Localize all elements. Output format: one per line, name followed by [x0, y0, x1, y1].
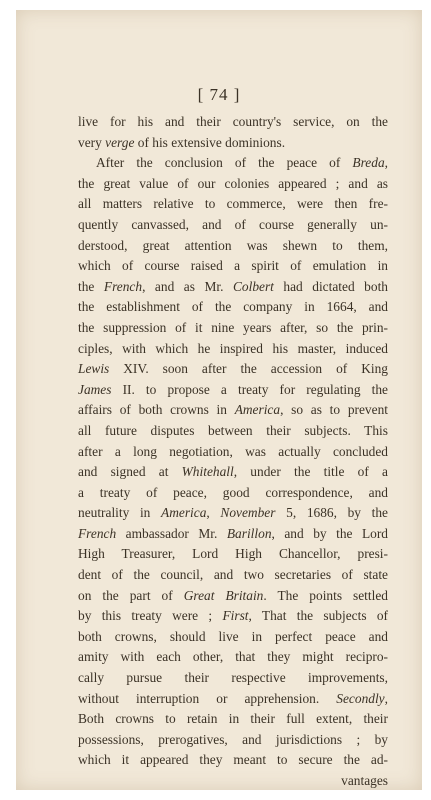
- text-line: [78, 442, 388, 463]
- text-line: [78, 750, 388, 771]
- text-line: [78, 771, 388, 792]
- text-segment: the: [78, 278, 104, 294]
- italic-text: Lewis: [78, 361, 110, 377]
- text-line: [78, 524, 388, 545]
- italic-text: America: [161, 505, 207, 521]
- text-line: [78, 297, 388, 318]
- text-segment: had dictated both: [273, 278, 388, 294]
- text-line: [78, 400, 388, 421]
- text-segment: very: [78, 134, 106, 150]
- text-segment: all future disputes between their subjects. This: [78, 422, 388, 438]
- text-segment: vantages: [341, 773, 388, 788]
- text-segment: After the conclusion of the peace of: [96, 155, 353, 171]
- text-line: [78, 339, 388, 360]
- text-segment: affairs of both crowns in: [78, 402, 235, 418]
- italic-text: James: [78, 381, 112, 397]
- italic-text: French: [103, 278, 143, 294]
- text-line: [78, 483, 388, 504]
- text-line: [78, 689, 388, 710]
- text-segment: ,: [206, 505, 221, 521]
- text-segment: all matters relative to commerce, were then fre-: [78, 196, 388, 212]
- text-segment: neutrality in: [78, 505, 162, 521]
- text-segment: the great value of our colonies appeared ; and as: [78, 175, 388, 191]
- text-segment: ,: [384, 690, 388, 706]
- text-line: [78, 565, 388, 586]
- text-segment: dent of the council, and two secretaries of state: [78, 567, 388, 583]
- text-segment: by this treaty were ;: [78, 608, 223, 624]
- italic-text: Great Britain: [183, 587, 264, 603]
- text-segment: the establishment of the company in 1664, and: [78, 299, 388, 315]
- text-segment: , That the subjects of: [248, 608, 388, 624]
- text-line: [78, 627, 388, 648]
- text-segment: quently canvassed, and of course generally un-: [78, 216, 388, 232]
- text-segment: possessions, prerogatives, and jurisdictions ; by: [78, 731, 388, 747]
- text-line: [78, 380, 388, 401]
- italic-text: Breda: [352, 155, 385, 171]
- text-segment: ,: [384, 155, 388, 171]
- text-segment: XIV. soon after the accession of King: [109, 361, 388, 377]
- text-line: [78, 153, 388, 174]
- text-segment: both crowns, should live in perfect peace and: [78, 628, 388, 644]
- text-segment: a treaty of peace, good correspondence, and: [78, 484, 388, 500]
- text-segment: after a long negotiation, was actually concluded: [78, 443, 388, 459]
- text-segment: derstood, great attention was shewn to them,: [78, 237, 388, 253]
- text-segment: II. to propose a treaty for regulating the: [111, 381, 388, 397]
- text-segment: without interruption or apprehension.: [78, 690, 337, 706]
- text-segment: . The points settled: [263, 587, 388, 603]
- text-line: [78, 256, 388, 277]
- text-line: [78, 236, 388, 257]
- text-line: [78, 462, 388, 483]
- text-segment: live for his and their country's service, on the: [78, 114, 388, 129]
- text-segment: , and as Mr.: [142, 278, 233, 294]
- text-line: [78, 709, 388, 730]
- text-line: [78, 668, 388, 689]
- italic-text: November: [220, 505, 276, 521]
- text-segment: , and by the Lord: [271, 525, 388, 541]
- text-segment: Both crowns to retain in their full extent, their: [78, 711, 388, 727]
- page-number: [ 74 ]: [197, 85, 241, 104]
- text-segment: on the part of: [78, 587, 184, 603]
- text-line: [78, 359, 388, 380]
- text-line: [78, 503, 388, 524]
- text-segment: amity with each other, that they might recipro-: [78, 649, 388, 665]
- text-line: [78, 318, 388, 339]
- text-line: [78, 133, 388, 154]
- text-segment: , so as to prevent: [280, 402, 388, 418]
- text-segment: ambassador Mr.: [116, 525, 227, 541]
- text-line: [78, 215, 388, 236]
- italic-text: America: [234, 402, 281, 418]
- text-segment: High Treasurer, Lord High Chancellor, presi-: [78, 546, 388, 562]
- italic-text: Barillon: [226, 525, 272, 541]
- text-line: [78, 544, 388, 565]
- text-line: [78, 174, 388, 195]
- italic-text: French: [78, 525, 117, 541]
- text-segment: which of course raised a spirit of emulation in: [78, 258, 388, 274]
- text-segment: which it appeared they meant to secure the ad-: [78, 752, 388, 768]
- text-line: [78, 112, 388, 133]
- text-segment: and signed at: [78, 464, 182, 480]
- text-line: [78, 277, 388, 298]
- text-line: [78, 606, 388, 627]
- italic-text: Whitehall: [181, 464, 234, 480]
- text-segment: of his extensive dominions.: [134, 134, 286, 150]
- book-page: [16, 10, 422, 790]
- body-text: [78, 112, 388, 792]
- italic-text: First: [222, 608, 249, 624]
- italic-text: verge: [105, 134, 135, 150]
- text-line: [78, 586, 388, 607]
- text-line: [78, 194, 388, 215]
- italic-text: Colbert: [232, 278, 274, 294]
- text-segment: cally pursue their respective improvements,: [78, 670, 388, 686]
- text-line: [78, 647, 388, 668]
- text-line: [78, 421, 388, 442]
- text-segment: 5, 1686, by the: [275, 505, 388, 521]
- text-line: [78, 730, 388, 751]
- text-segment: ciples, with which he inspired his master, induced: [78, 340, 388, 356]
- italic-text: Secondly: [336, 690, 385, 706]
- text-segment: , under the title of a: [233, 464, 388, 480]
- text-segment: the suppression of it nine years after, so the prin-: [78, 319, 388, 335]
